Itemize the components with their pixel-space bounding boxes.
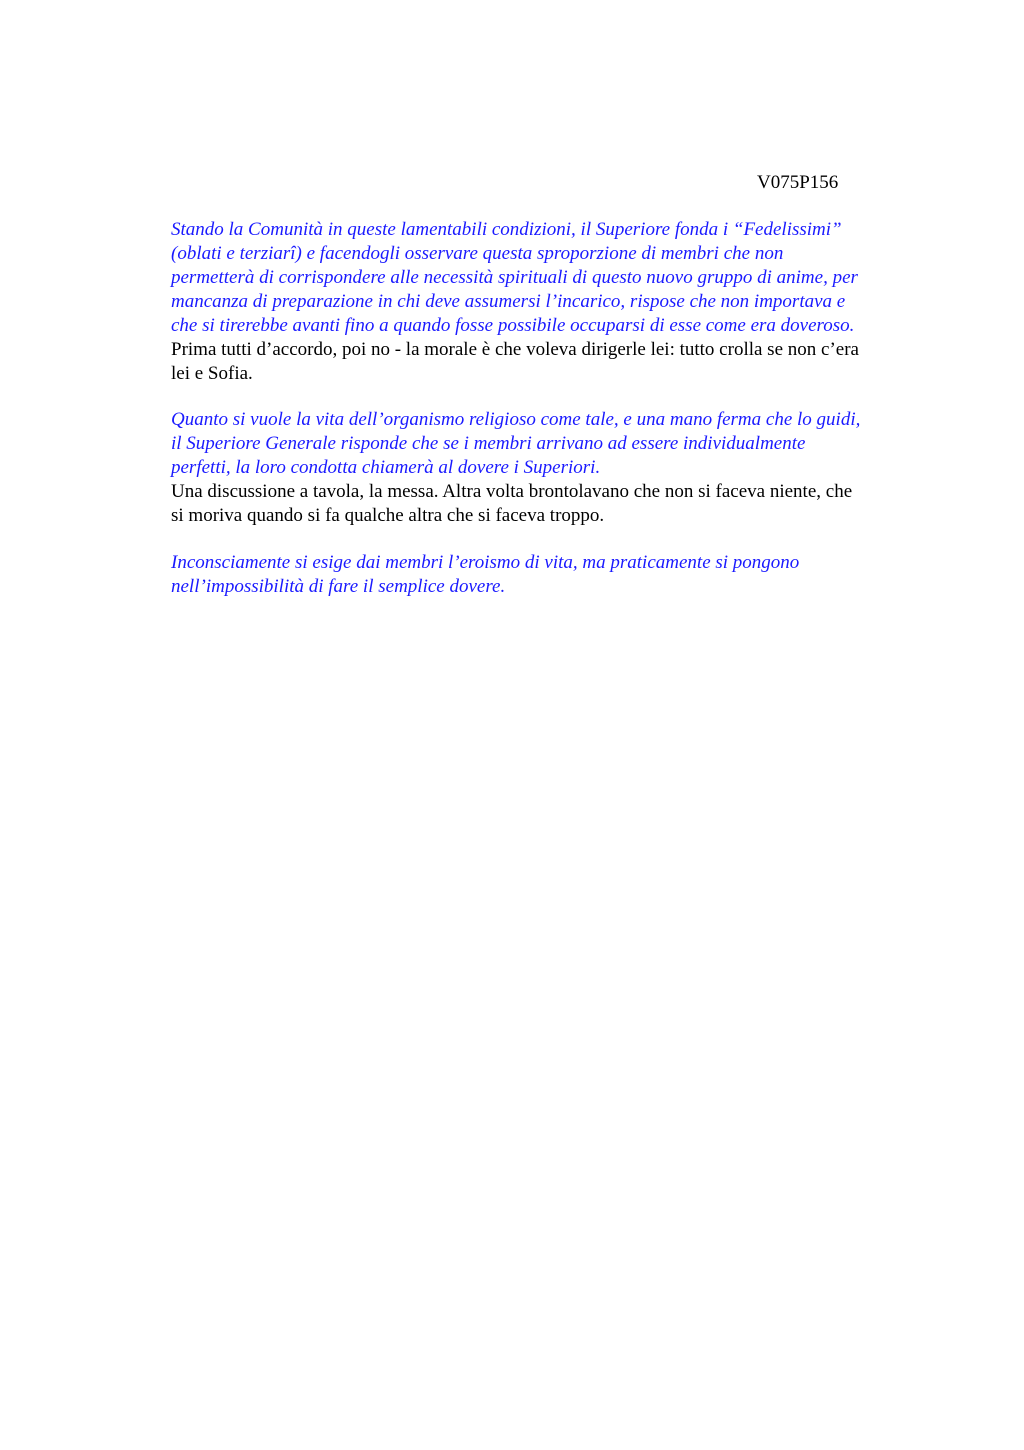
paragraph-2-commentary-line-2: il Superiore Generale risponde che se i membri arrivano ad essere individualmente [171,433,806,454]
paragraph-3-commentary-line-1: Inconsciamente si esige dai membri l’eroismo di vita, ma praticamente si pongono [171,552,800,573]
paragraph-1-commentary-line-5: che si tirerebbe avanti fino a quando fosse possibile occuparsi di esse come era doveroso. [171,315,855,336]
page-code: V075P156 [757,172,839,193]
paragraph-1-body-line-2: lei e Sofia. [171,363,253,384]
paragraph-2-body-line-2: si moriva quando si fa qualche altra che si faceva troppo. [171,505,605,526]
paragraph-1-commentary-line-1: Stando la Comunità in queste lamentabili condizioni, il Superiore fonda i “Fedelissimi” [171,219,842,240]
paragraph-2-body-line-1: Una discussione a tavola, la messa. Altra volta brontolavano che non si faceva niente, che [171,481,853,502]
paragraph-1-body-line-1: Prima tutti d’accordo, poi no - la morale è che voleva dirigerle lei: tutto crolla se non c’era [171,339,859,360]
paragraph-1-commentary-line-3: permetterà di corrispondere alle necessità spirituali di questo nuovo gruppo di anime, per [171,267,858,288]
paragraph-2-commentary-line-3: perfetti, la loro condotta chiamerà al dovere i Superiori. [171,457,601,478]
paragraph-2-commentary-line-1: Quanto si vuole la vita dell’organismo religioso come tale, e una mano ferma che lo guidi, [171,409,861,430]
paragraph-1-commentary-line-2: (oblati e terziarî) e facendogli osservare questa sproporzione di membri che non [171,243,784,264]
paragraph-3-commentary-line-2: nell’impossibilità di fare il semplice dovere. [171,576,506,597]
paragraph-1-commentary-line-4: mancanza di preparazione in chi deve assumersi l’incarico, rispose che non importava e [171,291,846,312]
